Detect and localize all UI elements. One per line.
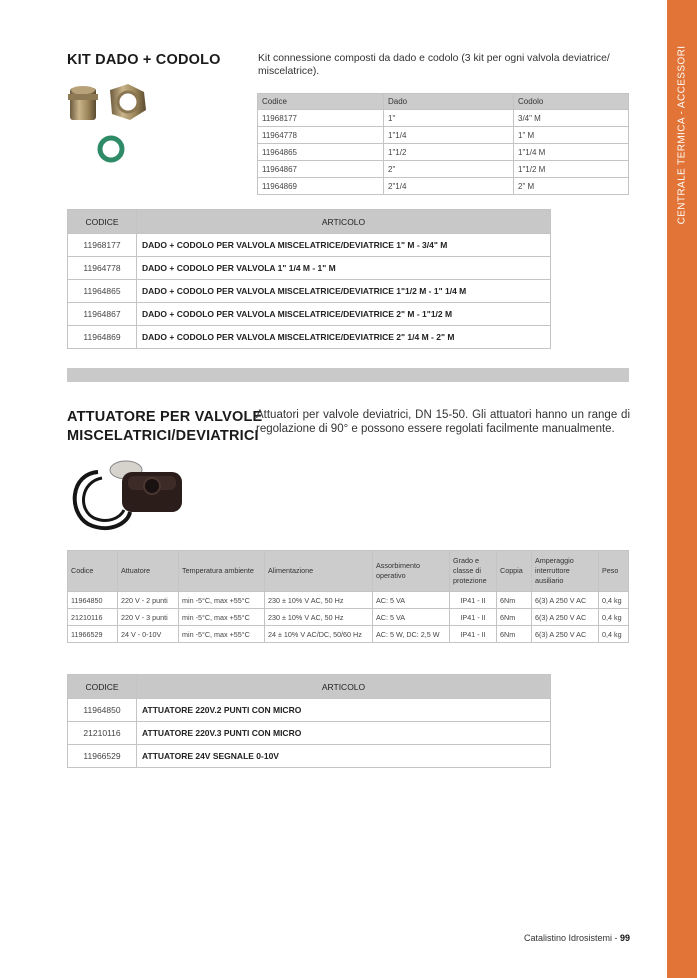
table-cell: 1"1/2 <box>384 144 514 161</box>
sidebar-label: CENTRALE TERMICA - ACCESSORI <box>676 45 688 225</box>
table-cell: min -5°C, max +55°C <box>179 626 265 643</box>
actuator-title-line1: ATTUATORE PER VALVOLE <box>67 409 263 425</box>
table-cell: 0,4 kg <box>599 592 629 609</box>
table-cell: 6(3) A 250 V AC <box>532 626 599 643</box>
article-code: 11964778 <box>68 257 137 280</box>
article-code: 21210116 <box>68 722 137 745</box>
actuator-article-table <box>67 674 551 768</box>
table-cell: 11964865 <box>258 144 384 161</box>
table-row <box>68 626 629 643</box>
article-code: 11964869 <box>68 326 137 349</box>
table-header-row <box>68 210 551 234</box>
column-header: Temperatura ambiente <box>179 551 265 592</box>
table-row <box>68 280 551 303</box>
article-description: DADO + CODOLO PER VALVOLA MISCELATRICE/DEVIATRICE 1" M - 3/4" M <box>137 234 551 257</box>
table-cell: 230 ± 10% V AC, 50 Hz <box>265 609 373 626</box>
table-cell: 0,4 kg <box>599 626 629 643</box>
kit-spec-table <box>257 93 629 195</box>
table-row <box>68 257 551 280</box>
table-row <box>68 745 551 768</box>
article-code: 11966529 <box>68 745 137 768</box>
page-footer <box>524 933 630 943</box>
table-cell: 1" M <box>514 127 629 144</box>
table-cell: 11964850 <box>68 592 118 609</box>
table-cell: 1" <box>384 110 514 127</box>
table-header-row <box>258 94 629 110</box>
article-code: 11968177 <box>68 234 137 257</box>
article-description: DADO + CODOLO PER VALVOLA MISCELATRICE/DEVIATRICE 2" M - 1"1/2 M <box>137 303 551 326</box>
column-header: CODICE <box>68 675 137 699</box>
table-cell: AC: 5 VA <box>373 609 450 626</box>
article-description: ATTUATORE 220V.3 PUNTI CON MICRO <box>137 722 551 745</box>
article-description: ATTUATORE 24V SEGNALE 0-10V <box>137 745 551 768</box>
table-cell: 6Nm <box>497 626 532 643</box>
table-cell: IP41 - II <box>450 592 497 609</box>
table-cell: 11966529 <box>68 626 118 643</box>
table-row <box>68 699 551 722</box>
column-header: ARTICOLO <box>137 675 551 699</box>
column-header: Codice <box>68 551 118 592</box>
table-cell: 220 V - 2 punti <box>118 592 179 609</box>
page-number: 99 <box>619 933 630 943</box>
table-cell: 21210116 <box>68 609 118 626</box>
table-cell: min -5°C, max +55°C <box>179 592 265 609</box>
table-cell: 24 ± 10% V AC/DC, 50/60 Hz <box>265 626 373 643</box>
actuator-title-line2: MISCELATRICI/DEVIATRICI <box>67 428 259 444</box>
column-header: Amperaggio interruttore ausiliario <box>532 551 599 592</box>
table-cell: IP41 - II <box>450 626 497 643</box>
article-code: 11964865 <box>68 280 137 303</box>
table-cell: 2" <box>384 161 514 178</box>
column-header: Grado e classe di protezione <box>450 551 497 592</box>
actuator-description: Attuatori per valvole deviatrici, DN 15-50. Gli attuatori hanno un range di regolazione di 90° e possono essere regolati facilmente manualmente. <box>256 409 630 435</box>
table-cell: 1"1/4 <box>384 127 514 144</box>
table-cell: AC: 5 W, DC: 2,5 W <box>373 626 450 643</box>
column-header: ARTICOLO <box>137 210 551 234</box>
column-header: Alimentazione <box>265 551 373 592</box>
article-description: DADO + CODOLO PER VALVOLA 1" 1/4 M - 1" M <box>137 257 551 280</box>
table-row <box>258 127 629 144</box>
table-cell: 2"1/4 <box>384 178 514 195</box>
section-divider <box>67 368 629 382</box>
table-cell: 11964869 <box>258 178 384 195</box>
table-row <box>68 326 551 349</box>
table-cell: 11968177 <box>258 110 384 127</box>
table-cell: 1"1/4 M <box>514 144 629 161</box>
table-cell: min -5°C, max +55°C <box>179 609 265 626</box>
table-row <box>68 303 551 326</box>
table-row <box>258 110 629 127</box>
table-row <box>258 161 629 178</box>
kit-title: KIT DADO + CODOLO <box>67 52 221 68</box>
column-header: Coppia <box>497 551 532 592</box>
table-cell: 24 V - 0-10V <box>118 626 179 643</box>
table-row <box>68 722 551 745</box>
table-cell: 6(3) A 250 V AC <box>532 609 599 626</box>
catalog-name: Catalistino Idrosistemi - <box>523 933 620 943</box>
table-row <box>68 609 629 626</box>
table-cell: 220 V - 3 punti <box>118 609 179 626</box>
table-cell: 6Nm <box>497 592 532 609</box>
article-code: 11964850 <box>68 699 137 722</box>
table-row <box>258 178 629 195</box>
column-header: Codice <box>258 94 384 110</box>
table-cell: 230 ± 10% V AC, 50 Hz <box>265 592 373 609</box>
table-cell: 6Nm <box>497 609 532 626</box>
table-cell: 3/4" M <box>514 110 629 127</box>
table-row <box>258 144 629 161</box>
table-cell: IP41 - II <box>450 609 497 626</box>
column-header: Peso <box>599 551 629 592</box>
table-row <box>68 234 551 257</box>
article-description: ATTUATORE 220V.2 PUNTI CON MICRO <box>137 699 551 722</box>
table-header-row <box>68 675 551 699</box>
column-header: CODICE <box>68 210 137 234</box>
table-cell: 11964778 <box>258 127 384 144</box>
table-header-row <box>68 551 629 592</box>
table-cell: 2" M <box>514 178 629 195</box>
table-cell: 6(3) A 250 V AC <box>532 592 599 609</box>
column-header: Attuatore <box>118 551 179 592</box>
article-description: DADO + CODOLO PER VALVOLA MISCELATRICE/DEVIATRICE 1"1/2 M - 1" 1/4 M <box>137 280 551 303</box>
table-cell: 11964867 <box>258 161 384 178</box>
actuator-product-image <box>68 452 186 536</box>
kit-product-image <box>66 82 158 164</box>
column-header: Codolo <box>514 94 629 110</box>
table-row <box>68 592 629 609</box>
kit-article-table <box>67 209 551 349</box>
actuator-spec-table <box>67 550 629 643</box>
column-header: Assorbimento operativo <box>373 551 450 592</box>
kit-description: Kit connessione composti da dado e codolo (3 kit per ogni valvola deviatrice/ miscelatrice). <box>258 53 610 77</box>
table-cell: AC: 5 VA <box>373 592 450 609</box>
article-code: 11964867 <box>68 303 137 326</box>
column-header: Dado <box>384 94 514 110</box>
article-description: DADO + CODOLO PER VALVOLA MISCELATRICE/DEVIATRICE 2" 1/4 M - 2" M <box>137 326 551 349</box>
table-cell: 1"1/2 M <box>514 161 629 178</box>
table-cell: 0,4 kg <box>599 609 629 626</box>
